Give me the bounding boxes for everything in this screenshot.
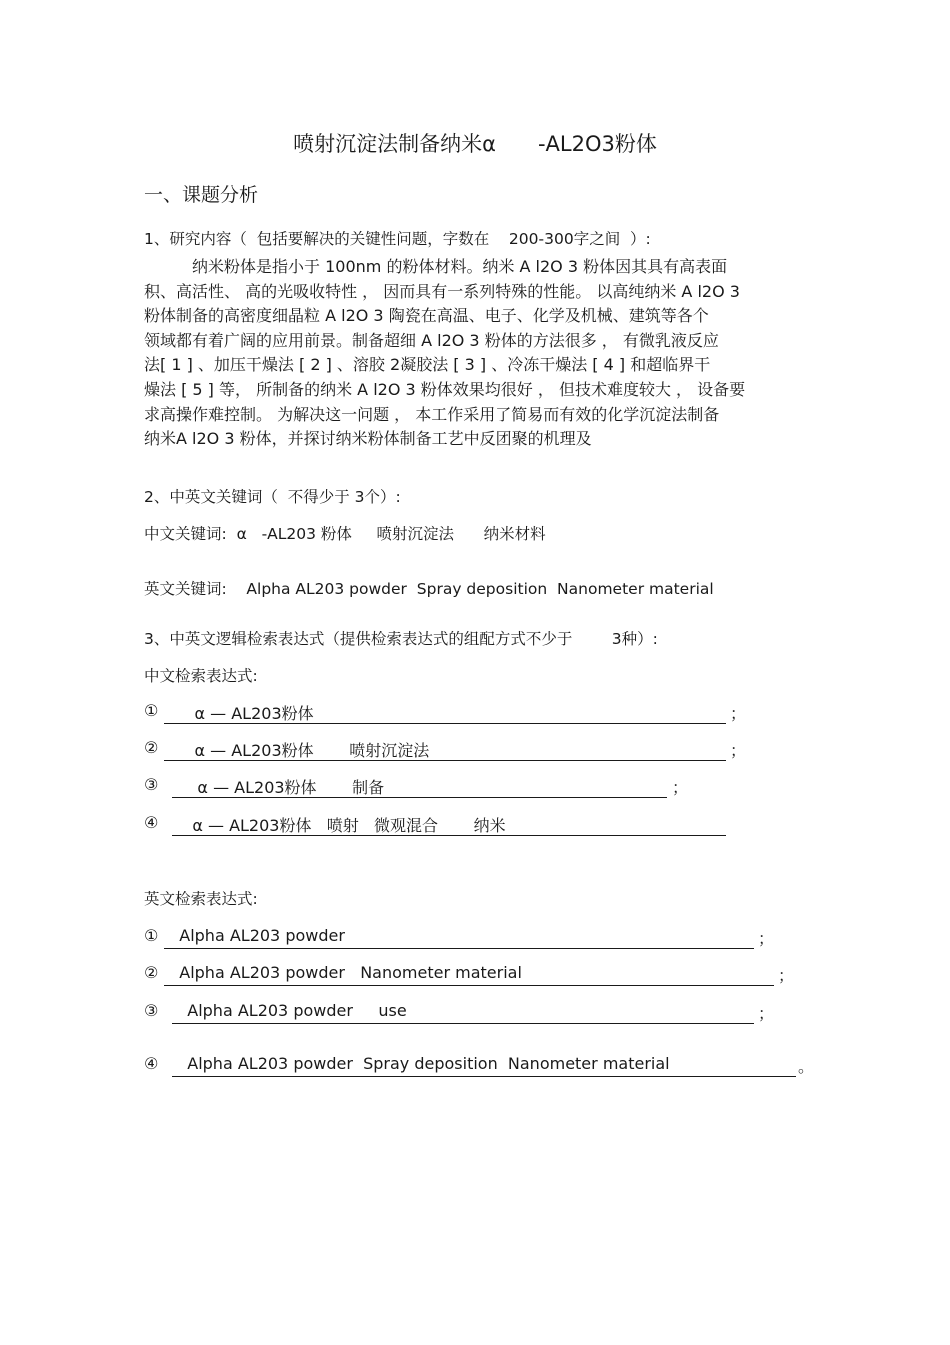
paragraph-line: 燥法 [ 5 ] 等， 所制备的纳米 A l2O 3 粉体效果均很好 ， 但技术难度较大 ， 设备要 xyxy=(144,379,746,399)
document-title: 喷射沉淀法制备纳米α -AL2O3粉体 xyxy=(293,132,657,156)
item-number: ③ xyxy=(144,1001,159,1020)
item-number: ① xyxy=(144,926,159,945)
chinese-keywords: 中文关键词: α -AL203 粉体 喷射沉淀法 纳米材料 xyxy=(144,525,546,543)
terminator: ； xyxy=(758,1004,775,1023)
item-number: ④ xyxy=(144,813,159,832)
paragraph-line: 纳米粉体是指小于 100nm 的粉体材料。纳米 A l2O 3 粉体因其具有高表面 xyxy=(192,257,728,276)
expression-text: α — AL203粉体 喷射沉淀法 xyxy=(164,738,726,761)
terminator: ； xyxy=(758,929,775,948)
chinese-expressions-label: 中文检索表达式: xyxy=(144,667,258,685)
paragraph-line: 法[ 1 ] 、加压干燥法 [ 2 ] 、溶胶 2凝胶法 [ 3 ] 、冷冻干燥法 [ 4 ] 和超临界干 xyxy=(144,355,711,375)
item-number: ② xyxy=(144,963,159,982)
paragraph-line: 求高操作难控制。 为解决这一问题 ， 本工作采用了简易而有效的化学沉淀法制备 xyxy=(144,404,720,424)
expression-text: Alpha AL203 powder Spray deposition Nanometer material xyxy=(172,1054,796,1077)
paragraph-line: 领域都有着广阔的应用前景。制备超细 A l2O 3 粉体的方法很多 ， 有微乳液反应 xyxy=(144,330,719,350)
expression-text: Alpha AL203 powder xyxy=(164,926,754,949)
terminator: ； xyxy=(778,966,795,985)
terminator: ； xyxy=(730,704,747,723)
english-expressions-label: 英文检索表达式: xyxy=(144,890,258,908)
item-number: ④ xyxy=(144,1054,159,1073)
expression-text: α — AL203粉体 xyxy=(164,701,726,724)
item-number: ③ xyxy=(144,775,159,794)
terminator: ； xyxy=(672,778,689,797)
terminator: ； xyxy=(730,741,747,760)
question-2-heading: 2、中英文关键词（ 不得少于 3个）: xyxy=(144,488,401,506)
paragraph-line: 粉体制备的高密度细晶粒 A l2O 3 陶瓷在高温、电子、化学及机械、建筑等各个 xyxy=(144,306,709,326)
item-number: ① xyxy=(144,701,159,720)
expression-text: α — AL203粉体 制备 xyxy=(172,775,667,798)
expression-text: Alpha AL203 powder Nanometer material xyxy=(164,963,774,986)
item-number: ② xyxy=(144,738,159,757)
terminator: 。 xyxy=(798,1057,815,1076)
question-3-heading: 3、中英文逻辑检索表达式（提供检索表达式的组配方式不少于 3种）: xyxy=(144,630,658,648)
section-heading: 一、课题分析 xyxy=(144,184,259,206)
english-keywords: 英文关键词: Alpha AL203 powder Spray deposition Nanometer material xyxy=(144,580,714,598)
expression-text: Alpha AL203 powder use xyxy=(172,1001,754,1024)
paragraph-line: 积、高活性、 高的光吸收特性 ， 因而具有一系列特殊的性能。 以高纯纳米 A l2O 3 xyxy=(144,281,740,301)
paragraph-line: 纳米A l2O 3 粉体，并探讨纳米粉体制备工艺中反团聚的机理及 xyxy=(144,429,592,449)
research-content-paragraph xyxy=(144,255,814,452)
expression-text: α — AL203粉体 喷射 微观混合 纳米 xyxy=(172,813,726,836)
question-1-heading: 1、研究内容（ 包括要解决的关键性问题，字数在 200-300字之间 ）: xyxy=(144,230,651,248)
